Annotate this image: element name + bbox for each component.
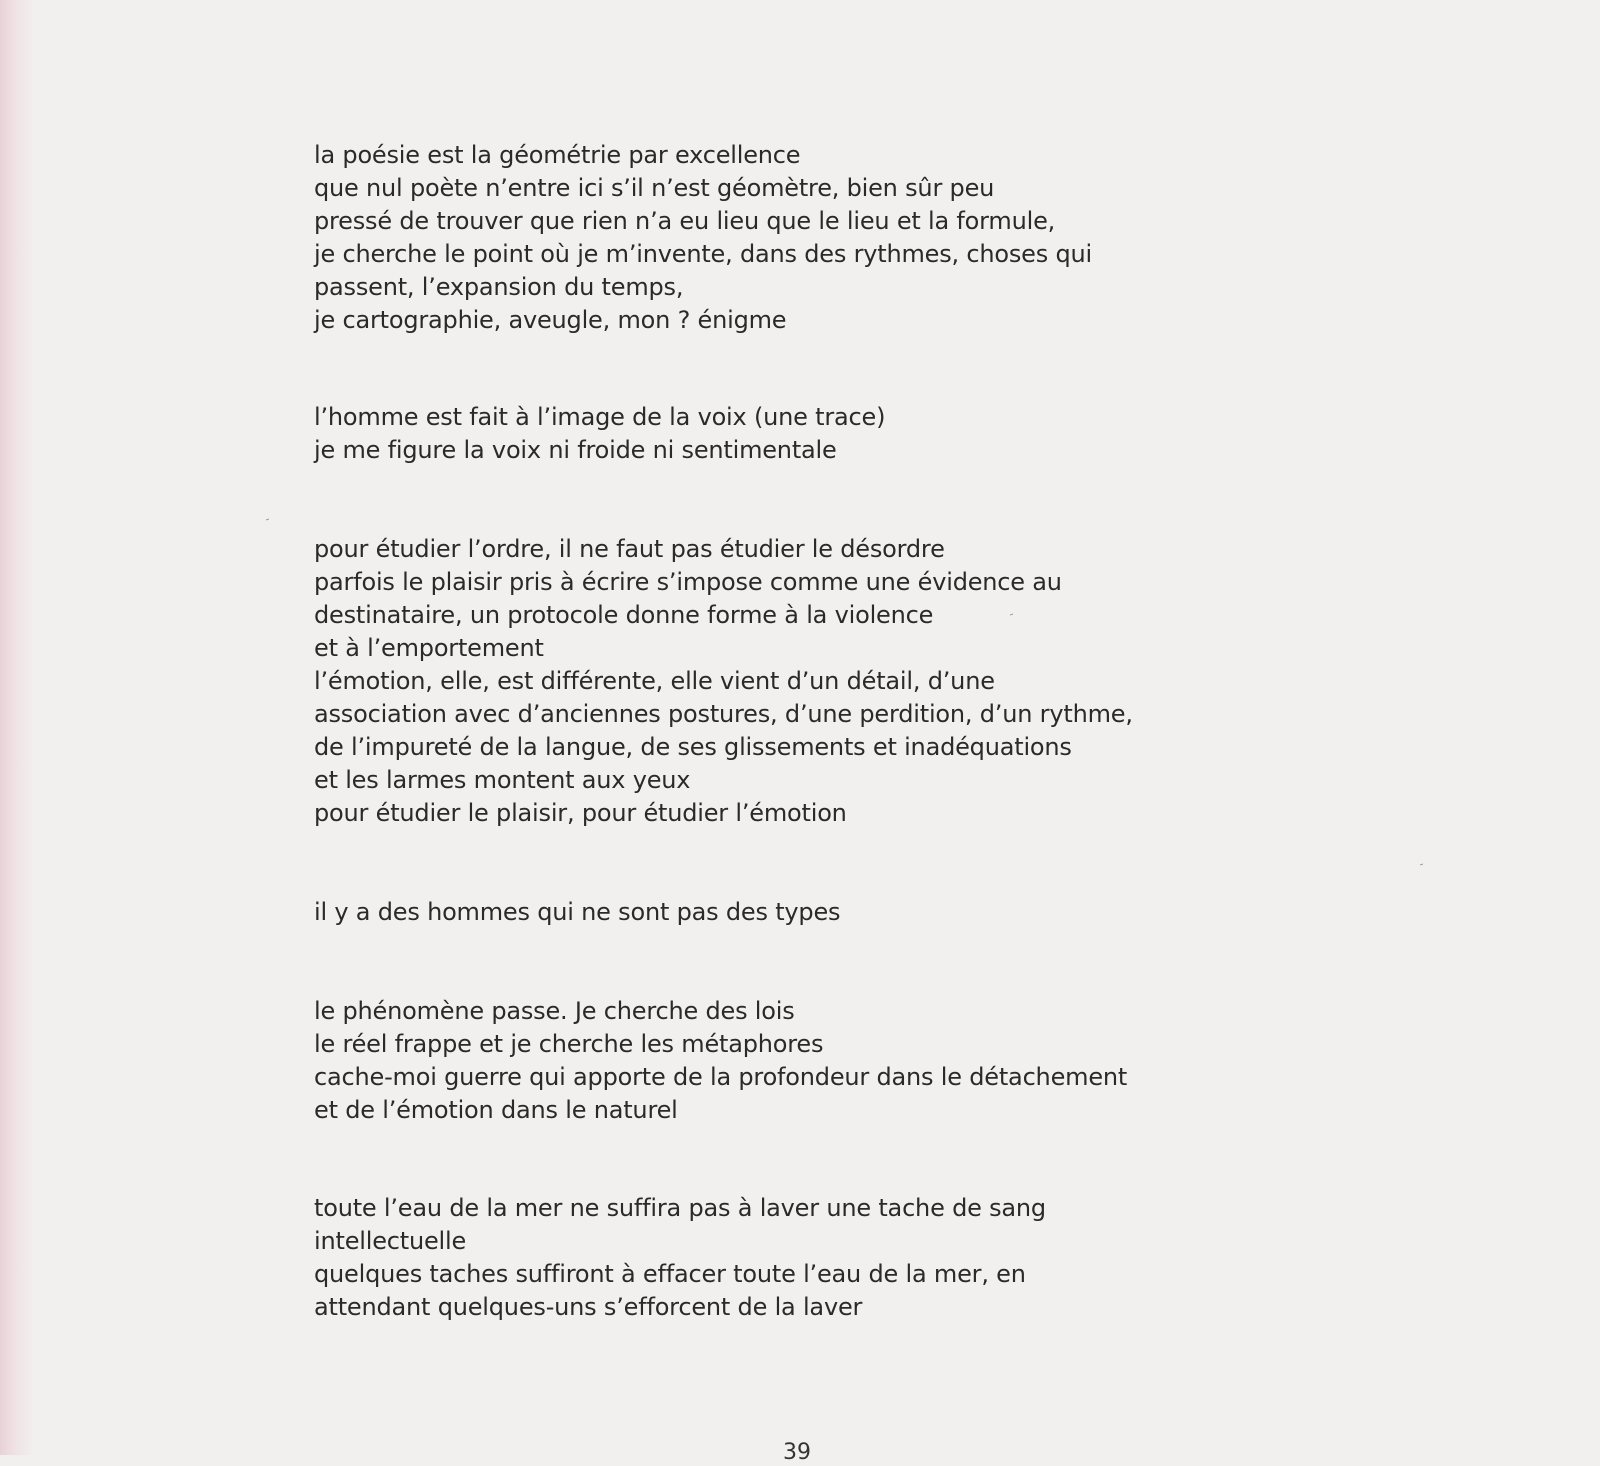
poem-line: je me figure la voix ni froide ni sentimentale xyxy=(314,436,837,464)
poem-line: et de l’émotion dans le naturel xyxy=(314,1096,678,1124)
poem-line: destinataire, un protocole donne forme à la violence xyxy=(314,601,934,629)
stanza-4 xyxy=(314,896,1314,929)
poem-line: il y a des hommes qui ne sont pas des types xyxy=(314,898,841,926)
stanza-5 xyxy=(314,995,1314,1127)
paper-speck xyxy=(1420,864,1423,866)
poem-line: association avec d’anciennes postures, d’une perdition, d’un rythme, xyxy=(314,700,1133,728)
poem-line: toute l’eau de la mer ne suffira pas à laver une tache de sang xyxy=(314,1194,1046,1222)
stanza-2 xyxy=(314,401,1314,467)
poem-line: passent, l’expansion du temps, xyxy=(314,273,684,301)
page-gutter-shadow xyxy=(0,0,34,1455)
poem-line: et à l’emportement xyxy=(314,634,544,662)
poem-line: parfois le plaisir pris à écrire s’impose comme une évidence au xyxy=(314,568,1062,596)
page-number: 39 xyxy=(783,1440,811,1465)
poem-line: pour étudier le plaisir, pour étudier l’émotion xyxy=(314,799,847,827)
poem-line: et les larmes montent aux yeux xyxy=(314,766,691,794)
stanza-1 xyxy=(314,139,1314,337)
poem-line: de l’impureté de la langue, de ses glissements et inadéquations xyxy=(314,733,1072,761)
poem-line: je cartographie, aveugle, mon ? énigme xyxy=(314,306,787,334)
poem-line: pour étudier l’ordre, il ne faut pas étudier le désordre xyxy=(314,535,945,563)
poem-line: attendant quelques-uns s’efforcent de la laver xyxy=(314,1293,863,1321)
poem-line: la poésie est la géométrie par excellence xyxy=(314,141,801,169)
poem-line: que nul poète n’entre ici s’il n’est géomètre, bien sûr peu xyxy=(314,174,995,202)
paper-speck xyxy=(266,519,269,521)
poem-line: cache-moi guerre qui apporte de la profondeur dans le détachement xyxy=(314,1063,1128,1091)
poem-line: l’émotion, elle, est différente, elle vient d’un détail, d’une xyxy=(314,667,995,695)
stanza-6 xyxy=(314,1192,1314,1324)
poem-line: je cherche le point où je m’invente, dans des rythmes, choses qui xyxy=(314,240,1092,268)
poem-text xyxy=(314,139,1314,1324)
poem-line: le réel frappe et je cherche les métaphores xyxy=(314,1030,824,1058)
poem-line: intellectuelle xyxy=(314,1227,467,1255)
poem-line: quelques taches suffiront à effacer toute l’eau de la mer, en xyxy=(314,1260,1026,1288)
poem-line: le phénomène passe. Je cherche des lois xyxy=(314,997,795,1025)
poem-line: pressé de trouver que rien n’a eu lieu que le lieu et la formule, xyxy=(314,207,1056,235)
poem-line: l’homme est fait à l’image de la voix (une trace) xyxy=(314,403,886,431)
stanza-3 xyxy=(314,533,1314,830)
